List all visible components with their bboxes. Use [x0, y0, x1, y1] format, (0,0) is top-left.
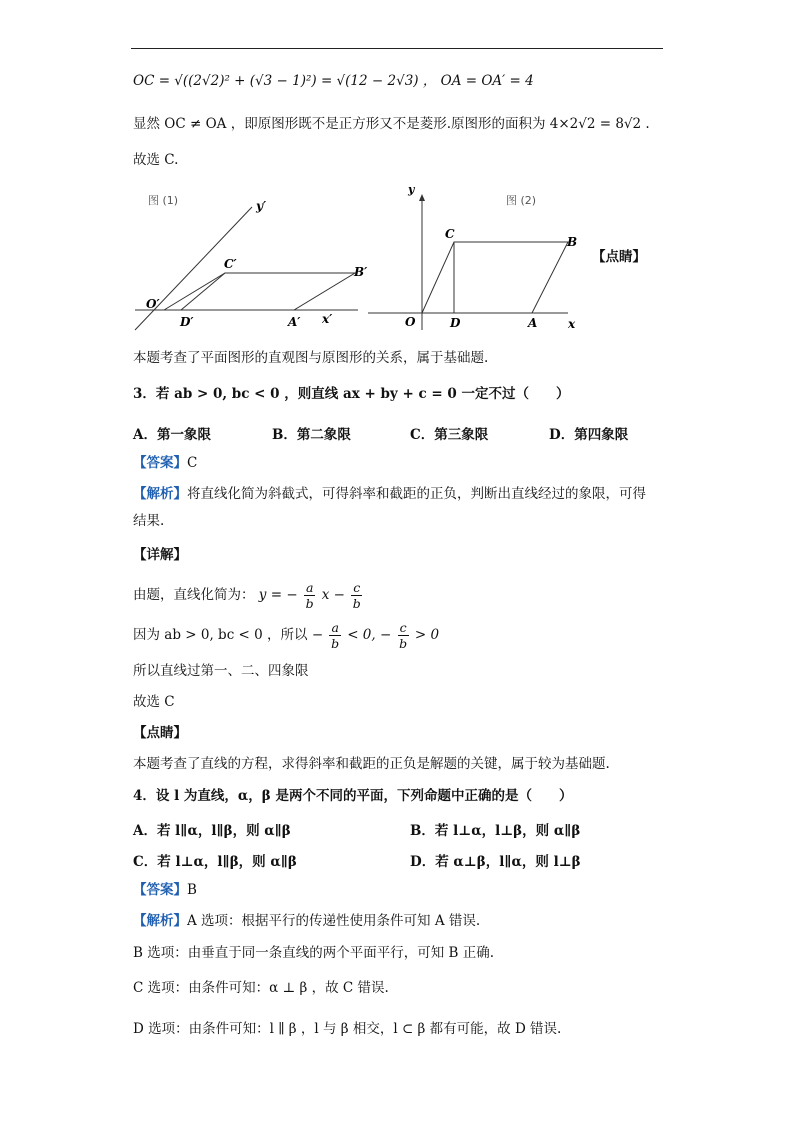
q4-option-a: A．若 l∥α，l∥β，则 α∥β	[133, 823, 291, 839]
answer-tag: 【答案】	[133, 455, 187, 471]
fig2-label-o: O	[405, 315, 416, 329]
fig1-label-o: O′	[146, 297, 160, 311]
header-rule	[131, 48, 663, 49]
analysis-tag: 【解析】	[133, 913, 187, 929]
q4-answer	[133, 881, 197, 899]
fig1-label-b: B′	[354, 265, 368, 279]
q3-option-d: D．第四象限	[549, 427, 629, 443]
q4-analysis-c: C 选项：由条件可知：α ⊥ β ，故 C 错误.	[133, 980, 389, 996]
q3-analysis-2: 结果.	[133, 513, 165, 529]
figure-2-original	[368, 182, 588, 337]
answer-value: B	[187, 882, 197, 898]
q3-option-a: A．第一象限	[133, 427, 211, 443]
answer-value: C	[187, 455, 198, 471]
fig2-label-c: C	[445, 227, 455, 241]
q3-detail-4: 故选 C	[133, 694, 175, 710]
q4-option-d: D．若 α⊥β，l∥α，则 l⊥β	[410, 854, 581, 870]
q3-option-b: B．第二象限	[272, 427, 351, 443]
q4-analysis-b: B 选项：由垂直于同一条直线的两个平面平行，可知 B 正确.	[133, 945, 495, 961]
fig2-label-a: A	[528, 316, 538, 330]
equation-oc-oa: OC = √((2√2)² + (√3 − 1)²) = √(12 − 2√3) ， OA = OA′ = 4	[133, 73, 534, 89]
figure-1-oblique-view	[130, 180, 375, 345]
q3-dianjing-tag: 【点睛】	[133, 725, 187, 741]
fig2-label-y: y	[408, 183, 415, 196]
q4-stem: 4．设 l 为直线，α，β 是两个不同的平面，下列命题中正确的是（ ）	[133, 788, 573, 804]
q3-analysis-1: 【解析】将直线化简为斜截式，可得斜率和截距的正负，判断出直线经过的象限，可得	[133, 486, 646, 502]
q4-option-b: B．若 l⊥α，l⊥β，则 α∥β	[410, 823, 581, 839]
fig1-label-d: D′	[180, 315, 194, 329]
q3-stem: 3．若 ab > 0, bc < 0 ，则直线 ax + by + c = 0 一定不过（ ）	[133, 386, 570, 402]
dianjing-side-label: 【点睛】	[592, 249, 646, 265]
analysis-tag: 【解析】	[133, 486, 187, 502]
figure-2-title: 图 (2)	[506, 194, 537, 207]
choose-c-line: 故选 C.	[133, 152, 179, 168]
q3-detail-1: 由题，直线化简为： y = − $\frac{a}{b}$ x − $\frac{c}{b}$	[133, 580, 361, 611]
fig2-label-x: x	[568, 317, 576, 331]
fig1-label-c: C′	[224, 257, 237, 271]
q4-option-c: C．若 l⊥α，l∥β，则 α∥β	[133, 854, 297, 870]
q4-analysis-d: D 选项：由条件可知：l ∥ β ，l 与 β 相交，l ⊂ β 都有可能，故 D 错误.	[133, 1021, 562, 1037]
q3-answer	[133, 454, 197, 472]
figure-1-title: 图 (1)	[148, 194, 179, 207]
fig2-label-d: D	[450, 316, 461, 330]
q3-detail-3: 所以直线过第一、二、四象限	[133, 663, 309, 679]
q4-analysis-a: 【解析】A 选项：根据平行的传递性使用条件可知 A 错误.	[133, 913, 481, 929]
answer-tag: 【答案】	[133, 882, 187, 898]
fig1-label-y: y′	[256, 199, 267, 213]
fig1-label-x: x′	[322, 312, 333, 326]
q3-detail-2: 因为 ab > 0, bc < 0 ，所以 − $\frac{a}{b}$ < 0, − $\frac{c}{b}$ > 0	[133, 620, 440, 651]
fig2-label-b: B	[567, 235, 578, 249]
q3-option-c: C．第三象限	[410, 427, 489, 443]
q3-remark: 本题考查了直线的方程，求得斜率和截距的正负是解题的关键，属于较为基础题.	[133, 756, 610, 772]
remark-line-1: 本题考查了平面图形的直观图与原图形的关系，属于基础题.	[133, 350, 489, 366]
q3-detail-tag: 【详解】	[133, 547, 187, 563]
conclusion-line: 显然 OC ≠ OA ，即原图形既不是正方形又不是菱形.原图形的面积为 4×2√2 = 8√2 .	[133, 116, 650, 132]
fig1-label-a: A′	[288, 315, 301, 329]
